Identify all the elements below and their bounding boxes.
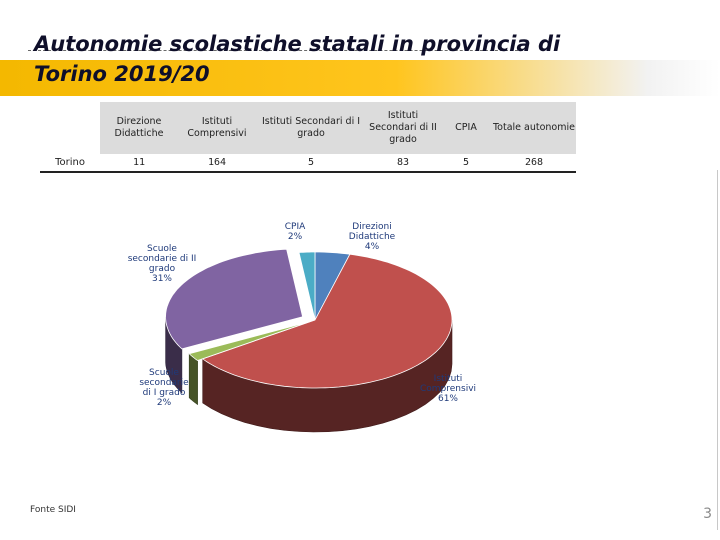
- header-cpia: CPIA: [455, 122, 477, 133]
- page-number: 3: [703, 506, 712, 522]
- cell-direzione-didattiche: 11: [132, 157, 146, 168]
- pie-label-2: [134, 368, 194, 408]
- source-note: Fonte SIDI: [30, 505, 76, 515]
- pie-label-percent: 4%: [364, 242, 380, 252]
- pie-label-0: [342, 222, 402, 252]
- pie-label-name: Scuole secondarie di I grado: [139, 368, 189, 398]
- pie-label-3: [127, 244, 197, 284]
- page-title: [34, 29, 634, 89]
- header-direzione-didattiche: Direzione Didattiche: [114, 116, 164, 139]
- cell-istituti-secondari-ii-grado: 83: [396, 157, 410, 168]
- pie-label-4: [275, 222, 315, 242]
- header-istituti-secondari-i-grado: Istituti Secondari di I grado: [261, 116, 361, 139]
- pie-label-name: Istituti Comprensivi: [419, 374, 477, 394]
- pie-slice-4: [299, 252, 315, 320]
- pie-label-percent: 2%: [287, 232, 303, 242]
- header-istituti-secondari-ii-grado: Istituti Secondari di II grado: [369, 110, 437, 145]
- pie-label-percent: 61%: [437, 394, 458, 404]
- pie-label-percent: 31%: [151, 274, 172, 284]
- cell-totale-autonomie: 268: [524, 157, 544, 168]
- header-istituti-comprensivi: Istituti Comprensivi: [187, 116, 247, 139]
- right-edge-rule: [717, 170, 718, 530]
- pie-label-name: Direzioni Didattiche: [348, 222, 396, 242]
- header-totale-autonomie: Totale autonomie: [492, 122, 575, 133]
- cell-istituti-comprensivi: 164: [207, 157, 227, 168]
- pie-label-1: [416, 374, 480, 404]
- pie-label-name: CPIA: [284, 222, 306, 232]
- row-label-torino: Torino: [55, 157, 85, 168]
- cell-istituti-secondari-i-grado: 5: [307, 157, 315, 168]
- title-text: Autonomie scolastiche statali in provincia di Torino 2019/20: [34, 32, 561, 86]
- pie-label-name: Scuole secondarie di II grado: [127, 244, 197, 274]
- pie-label-percent: 2%: [156, 398, 172, 408]
- cell-cpia: 5: [462, 157, 470, 168]
